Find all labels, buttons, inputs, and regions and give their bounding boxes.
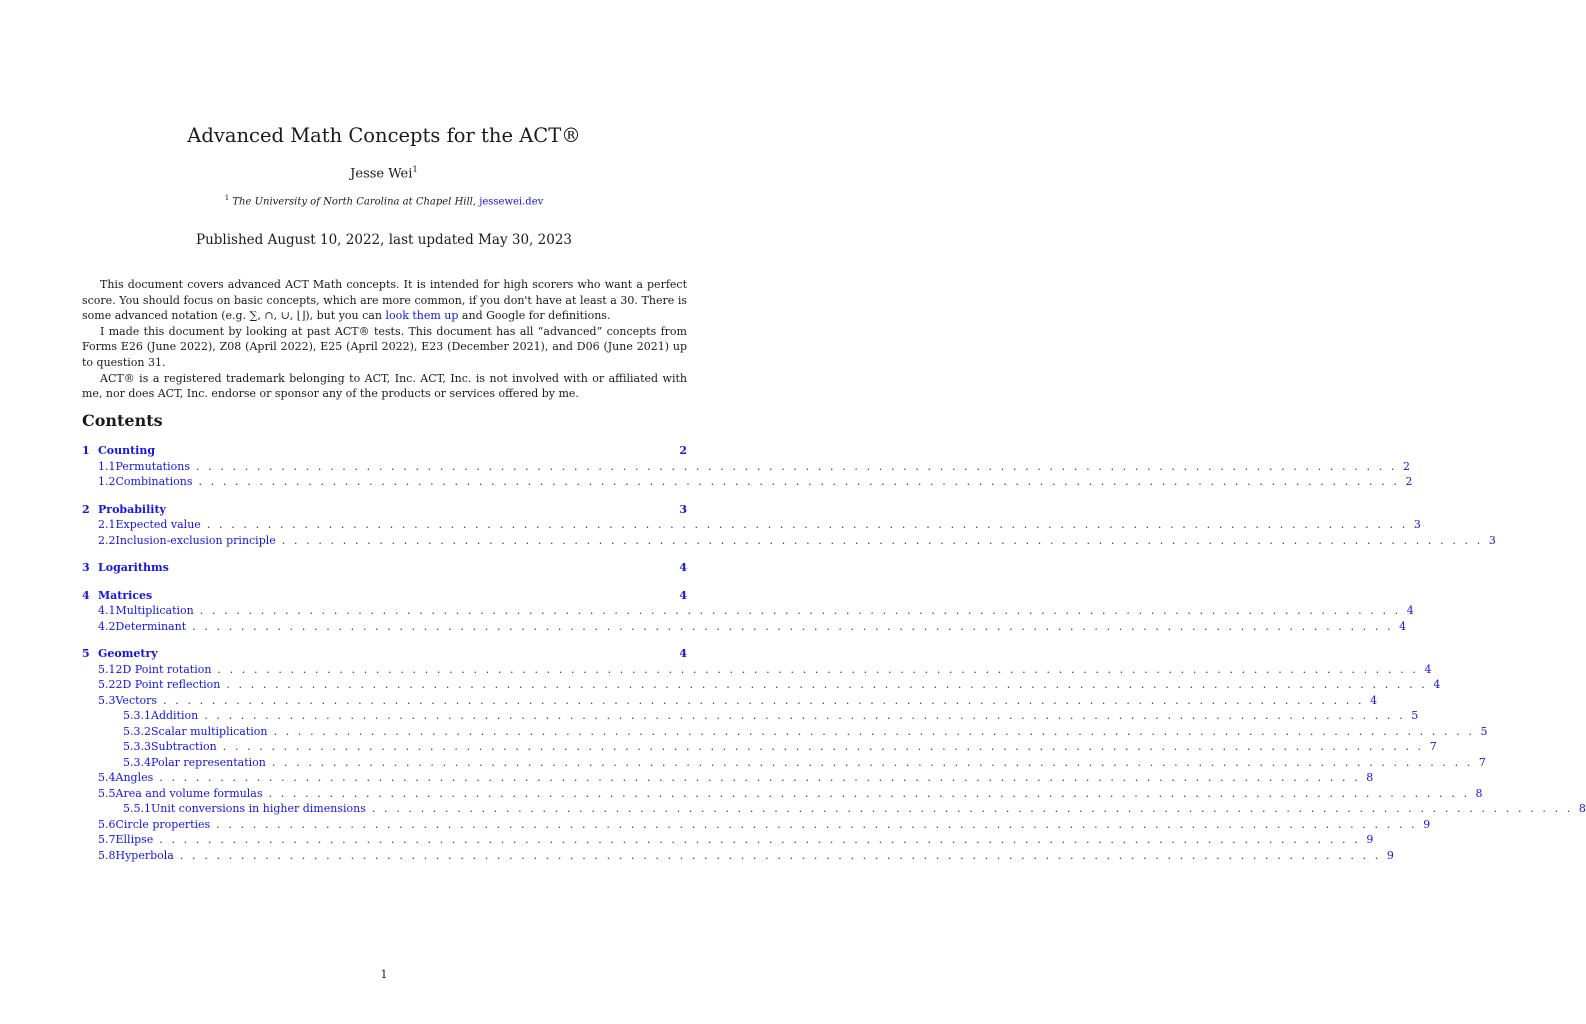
toc-entry[interactable] xyxy=(82,517,1421,533)
toc-entry-page[interactable]: 7 xyxy=(1478,755,1486,769)
toc-entry[interactable] xyxy=(82,724,1488,740)
toc-entry-page[interactable]: 4 xyxy=(1370,693,1378,707)
toc-entry-label[interactable]: Permutations xyxy=(115,459,190,473)
toc-entry-label[interactable]: Area and volume formulas xyxy=(115,786,263,800)
toc-entry[interactable] xyxy=(82,588,687,604)
toc-entry-number[interactable]: 5.7 xyxy=(98,833,116,846)
toc-entry-number[interactable]: 2 xyxy=(82,502,90,516)
toc-dot-leader: . . . . . . . . . . . . . . . . . . . . . . . . . . . . . . . . . . . . . . . . . . . . . . . . . . . . . . . . . . . . . . . . . . . . . . . . . . . . . . . . . . . . . . . . . . . . . . . . . . . xyxy=(192,619,1394,633)
toc-dot-leader: . . . . . . . . . . . . . . . . . . . . . . . . . . . . . . . . . . . . . . . . . . . . . . . . . . . . . . . . . . . . . . . . . . . . . . . . . . . . . . . . . . . . . . . . . . . . . . . . . . . xyxy=(281,533,1483,547)
toc-entry-page[interactable]: 9 xyxy=(1423,817,1431,831)
table-of-contents xyxy=(82,443,1586,863)
toc-entry-page[interactable]: 4 xyxy=(679,561,687,574)
author-line xyxy=(0,165,768,181)
toc-entry-label[interactable]: Expected value xyxy=(115,518,201,531)
affiliation-mark: 1 xyxy=(224,194,230,202)
toc-entry-label[interactable]: Multiplication xyxy=(115,604,194,617)
toc-entry-page[interactable]: 8 xyxy=(1475,786,1483,800)
toc-entry-label[interactable]: Matrices xyxy=(98,588,153,602)
toc-entry-number[interactable]: 5.3.4 xyxy=(123,755,151,769)
toc-entry-page[interactable]: 4 xyxy=(1424,662,1432,676)
toc-dot-leader: . . . . . . . . . . . . . . . . . . . . . . . . . . . . . . . . . . . . . . . . . . . . . . . . . . . . . . . . . . . . . . . . . . . . . . . . . . . . . . . . . . . . . . . . . . . . . . . . . . . xyxy=(159,833,1361,846)
toc-entry-label[interactable]: Unit conversions in higher dimensions xyxy=(151,802,366,815)
toc-dot-leader: . . . . . . . . . . . . . . . . . . . . . . . . . . . . . . . . . . . . . . . . . . . . . . . . . . . . . . . . . . . . . . . . . . . . . . . . . . . . . . . . . . . . . . . . . . . . . . . . . . . xyxy=(195,459,1397,473)
toc-entry-page[interactable]: 3 xyxy=(679,502,687,516)
toc-entry-number[interactable]: 1.2 xyxy=(98,475,116,488)
toc-entry-page[interactable]: 4 xyxy=(1406,604,1414,617)
toc-entry-page[interactable]: 2 xyxy=(679,444,687,457)
toc-entry-page[interactable]: 5 xyxy=(1411,709,1419,722)
toc-dot-leader: . . . . . . . . . . . . . . . . . . . . . . . . . . . . . . . . . . . . . . . . . . . . . . . . . . . . . . . . . . . . . . . . . . . . . . . . . . . . . . . . . . . . . . . . . . . . . . . . . . . xyxy=(204,709,1406,722)
toc-entry-number[interactable]: 5.1 xyxy=(98,662,116,676)
toc-entry-label[interactable]: 2D Point reflection xyxy=(115,678,221,691)
toc-entry-page[interactable]: 4 xyxy=(1433,678,1441,691)
toc-entry[interactable] xyxy=(82,817,1431,833)
toc-entry-page[interactable]: 2 xyxy=(1403,459,1410,473)
affiliation-link[interactable]: jessewei.dev xyxy=(479,196,544,208)
toc-entry-number[interactable]: 4.2 xyxy=(98,619,116,633)
abstract-paragraph-2: I made this document by looking at past ACT® tests. This document has all “advanced” concepts from Forms E26 (June 2022), Z08 (April 2022), E25 (April 2022), E23 (December 2021), and D06 (June 2021) up to question 31. xyxy=(82,324,687,369)
toc-dot-leader: . . . . . . . . . . . . . . . . . . . . . . . . . . . . . . . . . . . . . . . . . . . . . . . . . . . . . . . . . . . . . . . . . . . . . . . . . . . . . . . . . . . . . . . . . . . . . . . . . . . xyxy=(179,848,1381,862)
toc-dot-leader: . . . . . . . . . . . . . . . . . . . . . . . . . . . . . . . . . . . . . . . . . . . . . . . . . . . . . . . . . . . . . . . . . . . . . . . . . . . . . . . . . . . . . . . . . . . . . . . . . . . xyxy=(222,740,1424,753)
toc-entry-number[interactable]: 5.5 xyxy=(98,786,116,800)
toc-entry[interactable] xyxy=(82,848,1394,864)
toc-entry-label[interactable]: Circle properties xyxy=(115,817,211,831)
toc-entry-label[interactable]: Ellipse xyxy=(115,833,154,846)
toc-entry-label[interactable]: Logarithms xyxy=(98,561,169,574)
document-title: Advanced Math Concepts for the ACT® xyxy=(187,124,581,147)
affiliation-text: The University of North Carolina at Chapel Hill, xyxy=(232,196,477,208)
abstract xyxy=(82,277,687,402)
toc-dot-leader: . . . . . . . . . . . . . . . . . . . . . . . . . . . . . . . . . . . . . . . . . . . . . . . . . . . . . . . . . . . . . . . . . . . . . . . . . . . . . . . . . . . . . . . . . . . . . . . . . . . xyxy=(216,817,1418,831)
toc-entry[interactable] xyxy=(82,693,1378,709)
toc-entry-number[interactable]: 5.5.1 xyxy=(123,802,151,815)
look-them-up-link[interactable]: look them up xyxy=(385,309,459,323)
toc-entry[interactable] xyxy=(82,755,1486,771)
toc-entry-page[interactable]: 4 xyxy=(679,588,687,602)
toc-entry-label[interactable]: Inclusion-exclusion principle xyxy=(115,533,276,547)
toc-entry-number[interactable]: 5.4 xyxy=(98,771,116,784)
toc-entry-page[interactable]: 4 xyxy=(679,647,687,660)
toc-entry[interactable] xyxy=(82,708,1419,724)
toc-entry-page[interactable]: 9 xyxy=(1386,848,1394,862)
toc-dot-leader: . . . . . . . . . . . . . . . . . . . . . . . . . . . . . . . . . . . . . . . . . . . . . . . . . . . . . . . . . . . . . . . . . . . . . . . . . . . . . . . . . . . . . . . . . . . . . . . . . . . xyxy=(163,693,1365,707)
toc-entry[interactable] xyxy=(82,474,1413,490)
toc-entry[interactable] xyxy=(82,662,1432,678)
toc-entry[interactable] xyxy=(82,459,1410,475)
author-footnote-mark: 1 xyxy=(412,165,418,175)
toc-dot-leader: . . . . . . . . . . . . . . . . . . . . . . . . . . . . . . . . . . . . . . . . . . . . . . . . . . . . . . . . . . . . . . . . . . . . . . . . . . . . . . . . . . . . . . . . . . . . . . . . . . . xyxy=(226,678,1428,691)
toc-entry-page[interactable]: 2 xyxy=(1405,475,1413,488)
toc-entry-number[interactable]: 5.2 xyxy=(98,678,116,691)
toc-entry-number[interactable]: 5 xyxy=(82,647,90,660)
toc-dot-leader: . . . . . . . . . . . . . . . . . . . . . . . . . . . . . . . . . . . . . . . . . . . . . . . . . . . . . . . . . . . . . . . . . . . . . . . . . . . . . . . . . . . . . . . . . . . . . . . . . . . xyxy=(206,518,1408,531)
toc-entry-number[interactable]: 1.1 xyxy=(98,459,116,473)
toc-entry-label[interactable]: Subtraction xyxy=(151,740,217,753)
toc-entry-page[interactable]: 4 xyxy=(1399,619,1407,633)
toc-entry-page[interactable]: 9 xyxy=(1366,833,1374,846)
toc-entry-page[interactable]: 3 xyxy=(1413,518,1421,531)
toc-entry[interactable] xyxy=(82,502,687,518)
toc-entry[interactable] xyxy=(82,739,1437,755)
toc-entry-label[interactable]: Angles xyxy=(115,771,154,784)
toc-entry-number[interactable]: 4 xyxy=(82,588,90,602)
toc-entry-number[interactable]: 1 xyxy=(82,444,90,457)
author-name: Jesse Wei xyxy=(350,166,413,182)
toc-entry[interactable] xyxy=(82,619,1407,635)
toc-entry[interactable] xyxy=(82,801,1586,817)
toc-entry-number[interactable]: 4.1 xyxy=(98,604,116,617)
toc-entry-page[interactable]: 3 xyxy=(1488,533,1496,547)
toc-entry-number[interactable]: 5.6 xyxy=(98,817,116,831)
toc-entry-page[interactable]: 5 xyxy=(1480,724,1488,738)
toc-entry[interactable] xyxy=(82,832,1374,848)
toc-dot-leader: . . . . . . . . . . . . . . . . . . . . . . . . . . . . . . . . . . . . . . . . . . . . . . . . . . . . . . . . . . . . . . . . . . . . . . . . . . . . . . . . . . . . . . . . . . . . . . . . . . . xyxy=(198,475,1400,488)
toc-entry[interactable] xyxy=(82,533,1496,549)
toc-dot-leader: . . . . . . . . . . . . . . . . . . . . . . . . . . . . . . . . . . . . . . . . . . . . . . . . . . . . . . . . . . . . . . . . . . . . . . . . . . . . . . . . . . . . . . . . . . . . . . . . . . . xyxy=(159,771,1361,784)
toc-entry[interactable] xyxy=(82,677,1441,693)
toc-entry[interactable] xyxy=(82,603,1414,619)
toc-entry-number[interactable]: 5.8 xyxy=(98,848,116,862)
toc-entry-label[interactable]: Polar representation xyxy=(151,755,266,769)
toc-dot-leader: . . . . . . . . . . . . . . . . . . . . . . . . . . . . . . . . . . . . . . . . . . . . . . . . . . . . . . . . . . . . . . . . . . . . . . . . . . . . . . . . . . . . . . . . . . . . . . . . . . . xyxy=(217,662,1419,676)
toc-entry-page[interactable]: 7 xyxy=(1429,740,1437,753)
toc-entry-label[interactable]: Addition xyxy=(151,709,199,722)
toc-entry-label[interactable]: Hyperbola xyxy=(115,848,174,862)
contents-heading: Contents xyxy=(82,411,163,430)
toc-dot-leader: . . . . . . . . . . . . . . . . . . . . . . . . . . . . . . . . . . . . . . . . . . . . . . . . . . . . . . . . . . . . . . . . . . . . . . . . . . . . . . . . . . . . . . . . . . . . . . . . . . . xyxy=(271,755,1473,769)
toc-entry-number[interactable]: 5.3.3 xyxy=(123,740,151,753)
toc-entry-label[interactable]: Scalar multiplication xyxy=(151,724,268,738)
toc-entry[interactable] xyxy=(82,646,687,662)
page-number: 1 xyxy=(380,968,388,981)
toc-dot-leader: . . . . . . . . . . . . . . . . . . . . . . . . . . . . . . . . . . . . . . . . . . . . . . . . . . . . . . . . . . . . . . . . . . . . . . . . . . . . . . . . . . . . . . . . . . . . . . . . . . . xyxy=(268,786,1470,800)
toc-entry-label[interactable]: Probability xyxy=(98,502,166,516)
toc-dot-leader: . . . . . . . . . . . . . . . . . . . . . . . . . . . . . . . . . . . . . . . . . . . . . . . . . . . . . . . . . . . . . . . . . . . . . . . . . . . . . . . . . . . . . . . . . . . . . . . . . . . xyxy=(199,604,1401,617)
toc-entry[interactable] xyxy=(82,770,1374,786)
toc-entry-label[interactable]: Geometry xyxy=(98,647,158,660)
published-date: Published August 10, 2022, last updated May 30, 2023 xyxy=(195,232,573,248)
toc-entry[interactable] xyxy=(82,443,687,459)
toc-entry[interactable] xyxy=(82,560,687,576)
affiliation-line xyxy=(0,194,768,207)
toc-entry-number[interactable]: 3 xyxy=(82,561,90,574)
toc-entry-label[interactable]: Combinations xyxy=(115,475,193,488)
toc-entry-label[interactable]: Vectors xyxy=(115,693,158,707)
toc-dot-leader: . . . . . . . . . . . . . . . . . . . . . . . . . . . . . . . . . . . . . . . . . . . . . . . . . . . . . . . . . . . . . . . . . . . . . . . . . . . . . . . . . . . . . . . . . . . . . . . . . . . xyxy=(273,724,1475,738)
toc-entry-label[interactable]: Counting xyxy=(98,444,156,457)
toc-entry-label[interactable]: Determinant xyxy=(115,619,187,633)
toc-entry[interactable] xyxy=(82,786,1483,802)
toc-entry-number[interactable]: 5.3.2 xyxy=(123,724,151,738)
abstract-paragraph-3: ACT® is a registered trademark belonging to ACT, Inc. ACT, Inc. is not involved with or affiliated with me, nor does ACT, Inc. endorse or sponsor any of the products or services offered by me. xyxy=(82,371,687,401)
abstract-paragraph-1: This document covers advanced ACT Math concepts. It is intended for high scorers who want a perfect score. You should focus on basic concepts, which are more common, if you don't have at least a 30. There is some advanced notation (e.g. ∑, ∩, ∪, ⌊⌋), but you can look them up and Google for definitions. xyxy=(82,278,687,323)
toc-entry-page[interactable]: 8 xyxy=(1366,771,1374,784)
toc-entry-number[interactable]: 5.3.1 xyxy=(123,709,151,722)
toc-entry-number[interactable]: 5.3 xyxy=(98,693,116,707)
toc-entry-page[interactable]: 8 xyxy=(1578,802,1586,815)
toc-dot-leader: . . . . . . . . . . . . . . . . . . . . . . . . . . . . . . . . . . . . . . . . . . . . . . . . . . . . . . . . . . . . . . . . . . . . . . . . . . . . . . . . . . . . . . . . . . . . . . . . . . . xyxy=(371,802,1573,815)
toc-entry-label[interactable]: 2D Point rotation xyxy=(115,662,212,676)
toc-entry-number[interactable]: 2.1 xyxy=(98,518,116,531)
toc-entry-number[interactable]: 2.2 xyxy=(98,533,116,547)
